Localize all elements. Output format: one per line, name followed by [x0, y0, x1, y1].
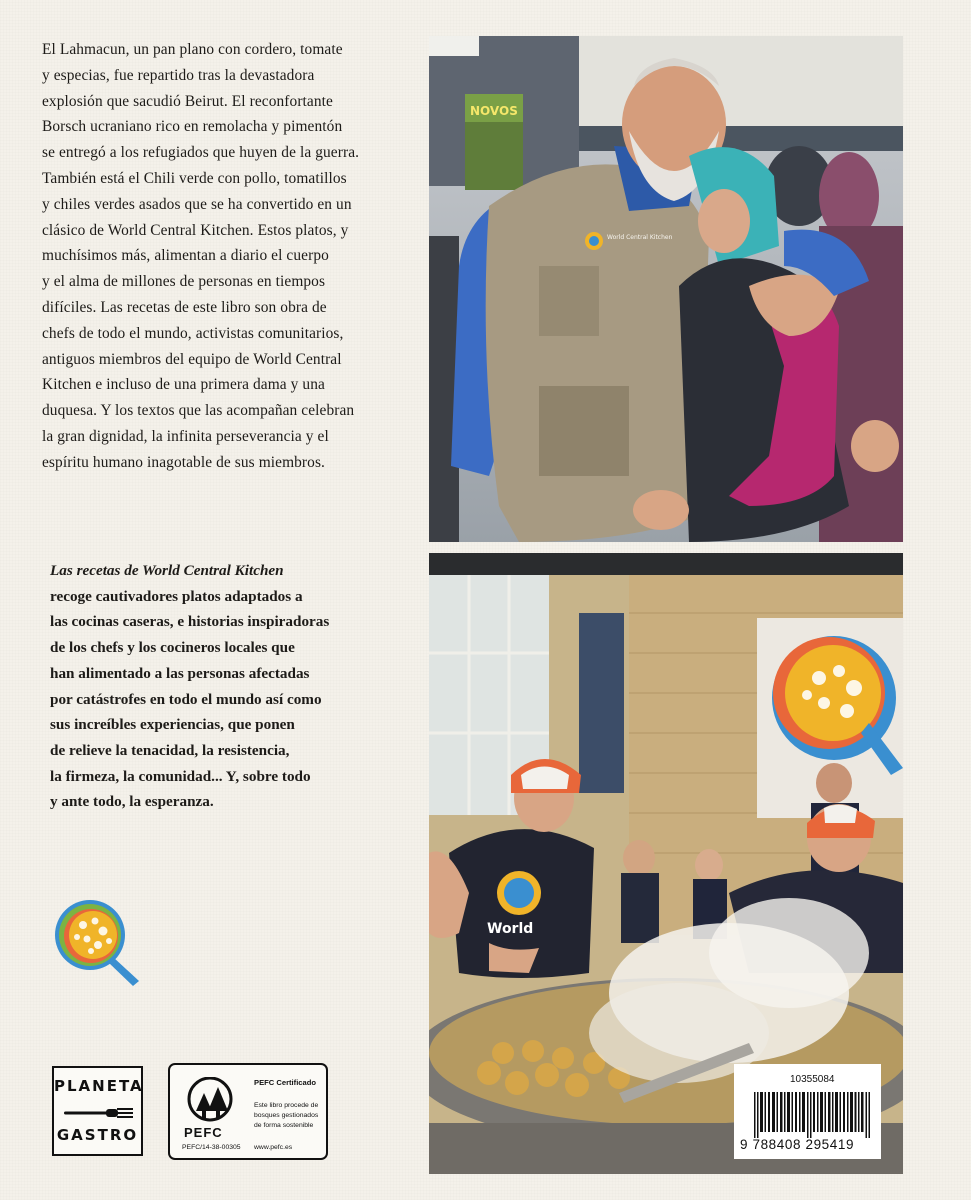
- blurb-line: de los chefs y los cocineros locales que: [50, 639, 295, 657]
- pefc-certification: [168, 1063, 328, 1160]
- intro-line: difíciles. Las recetas de este libro son obra de: [42, 298, 327, 316]
- blurb-line: las cocinas caseras, e historias inspiradoras: [50, 613, 330, 631]
- intro-line: se entregó a los refugiados que huyen de la guerra.: [42, 144, 360, 162]
- intro-line: y especias, fue repartido tras la devastadora: [42, 66, 315, 84]
- blurb-line: por catástrofes en todo el mundo así como: [50, 690, 322, 708]
- blurb-line: de relieve la tenacidad, la resistencia,: [50, 741, 290, 759]
- blurb-line: recoge cautivadores platos adaptados a: [50, 587, 303, 605]
- intro-line: explosión que sacudió Beirut. El reconfortante: [42, 92, 333, 110]
- fork-icon: [62, 1106, 134, 1120]
- intro-line: y chiles verdes asados que se ha convertido en un: [42, 195, 352, 213]
- pefc-code: PEFC/14-38-00305: [182, 1144, 241, 1151]
- intro-line: chefs de todo el mundo, activistas comunitarios,: [42, 324, 344, 342]
- blurb-line: han alimentado a las personas afectadas: [50, 664, 310, 682]
- publisher-line-1: PLANETA: [54, 1077, 144, 1095]
- intro-line: espíritu humano inagotable de sus miembros.: [42, 453, 325, 471]
- pefc-description: Este libro procede de bosques gestionados de forma sostenible: [254, 1102, 319, 1129]
- intro-line: Borsch ucraniano rico en remolacha y pimentón: [42, 118, 343, 136]
- intro-paragraph: [42, 37, 407, 476]
- intro-line: la gran dignidad, la infinita perseverancia y el: [42, 427, 329, 445]
- isbn-barcode: [734, 1064, 881, 1159]
- photo-embrace: [429, 36, 903, 542]
- sign-text: NOVOS: [470, 104, 518, 118]
- vest-logo-text: World Central Kitchen: [607, 234, 673, 241]
- world-central-kitchen-logo: [53, 899, 145, 987]
- intro-line: y el alma de millones de personas en tiempos: [42, 273, 326, 291]
- intro-line: clásico de World Central Kitchen. Estos platos, y: [42, 221, 349, 239]
- intro-line: Kitchen e incluso de una primera dama y una: [42, 376, 325, 394]
- blurb-line: y ante todo, la esperanza.: [50, 793, 214, 811]
- intro-line: antiguos miembros del equipo de World Central: [42, 350, 342, 368]
- blurb-line: sus increíbles experiencias, que ponen: [50, 716, 295, 734]
- intro-line: muchísimos más, alimentan a diario el cuerpo: [42, 247, 329, 265]
- book-title: Las recetas de World Central Kitchen: [50, 562, 284, 579]
- planeta-gastro-logo: [52, 1066, 143, 1156]
- blurb-line: la firmeza, la comunidad... Y, sobre todo: [50, 767, 311, 785]
- book-blurb: [50, 558, 410, 815]
- isbn-number: 9 788408 295419: [740, 1137, 855, 1152]
- pefc-certified-label: PEFC Certificado: [254, 1078, 317, 1087]
- pefc-wordmark: PEFC: [184, 1125, 223, 1140]
- barcode-bars: [754, 1092, 870, 1138]
- intro-line: duquesa. Y los textos que las acompañan celebran: [42, 402, 355, 420]
- pefc-url: www.pefc.es: [254, 1144, 293, 1151]
- publisher-line-2: GASTRO: [56, 1126, 139, 1144]
- shirt-text: World: [487, 921, 534, 937]
- intro-line: También está el Chili verde con pollo, tomatillos: [42, 169, 347, 187]
- intro-line: El Lahmacun, un pan plano con cordero, tomate: [42, 41, 343, 58]
- pefc-tree-icon: [184, 1077, 236, 1122]
- barcode-reference: 10355084: [790, 1074, 835, 1085]
